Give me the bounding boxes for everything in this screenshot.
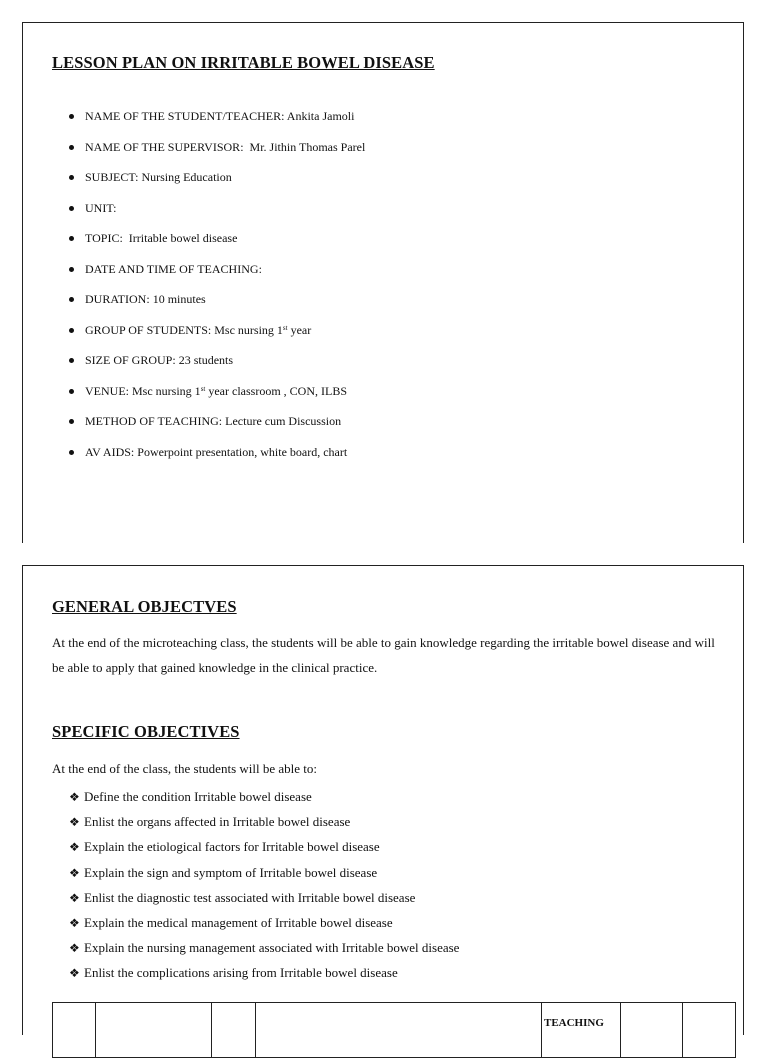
table-cell bbox=[256, 1003, 542, 1058]
detail-item: NAME OF THE STUDENT/TEACHER: Ankita Jamoli bbox=[69, 109, 365, 140]
objective-item bbox=[69, 814, 459, 839]
table-header-teaching: TEACHING bbox=[542, 1003, 621, 1058]
objective-item bbox=[69, 789, 459, 814]
detail-label: VENUE bbox=[85, 383, 126, 398]
objective-text: Explain the sign and symptom of Irritable bowel disease bbox=[84, 864, 378, 880]
detail-value: year classroom , CON, ILBS bbox=[205, 383, 348, 398]
detail-item: SUBJECT: Nursing Education bbox=[69, 170, 365, 201]
objective-item bbox=[69, 839, 459, 864]
detail-value: Lecture cum Discussion bbox=[225, 414, 342, 428]
detail-item: SIZE OF GROUP: 23 students bbox=[69, 353, 365, 384]
objective-text: Explain the etiological factors for Irritable bowel disease bbox=[84, 839, 380, 855]
objective-text: Enlist the complications arising from Irritable bowel disease bbox=[84, 965, 398, 981]
diamond-bullet-icon: ❖ bbox=[69, 815, 80, 830]
table-cell bbox=[96, 1003, 212, 1058]
detail-label: DATE AND TIME OF TEACHING bbox=[85, 261, 259, 276]
detail-value: Mr. Jithin Thomas Parel bbox=[249, 139, 366, 154]
detail-label: NAME OF THE SUPERVISOR bbox=[85, 139, 241, 154]
detail-label: TOPIC bbox=[85, 231, 120, 245]
objective-item bbox=[69, 865, 459, 890]
lesson-details-list bbox=[69, 109, 365, 475]
detail-value: Powerpoint presentation, white board, chart bbox=[137, 444, 348, 459]
diamond-bullet-icon: ❖ bbox=[69, 865, 80, 880]
table-cell bbox=[683, 1003, 736, 1058]
detail-item: AV AIDS: Powerpoint presentation, white board, chart bbox=[69, 445, 365, 476]
objective-text: Enlist the organs affected in Irritable bowel disease bbox=[84, 814, 351, 830]
diamond-bullet-icon: ❖ bbox=[69, 941, 80, 956]
objective-text: Enlist the diagnostic test associated with Irritable bowel disease bbox=[84, 889, 416, 905]
objective-item bbox=[69, 915, 459, 940]
detail-item: GROUP OF STUDENTS: Msc nursing 1st year bbox=[69, 323, 365, 354]
table-cell bbox=[621, 1003, 683, 1058]
detail-item: TOPIC: Irritable bowel disease bbox=[69, 231, 365, 262]
table-cell bbox=[53, 1003, 96, 1058]
superscript: st bbox=[282, 323, 288, 332]
general-objectives-text: At the end of the microteaching class, the students will be able to gain knowledge regarding the irritable bowel disease and will be able to apply that gained knowledge in the clinical practice. bbox=[52, 635, 715, 675]
objective-text: Explain the medical management of Irritable bowel disease bbox=[84, 914, 393, 930]
page-2 bbox=[22, 565, 744, 1035]
detail-value: Nursing Education bbox=[141, 170, 232, 184]
diamond-bullet-icon: ❖ bbox=[69, 890, 80, 905]
specific-objectives-list bbox=[69, 789, 459, 991]
detail-item: NAME OF THE SUPERVISOR: Mr. Jithin Thomas Parel bbox=[69, 140, 365, 171]
objective-item bbox=[69, 965, 459, 990]
superscript: st bbox=[200, 384, 206, 393]
detail-label: GROUP OF STUDENTS bbox=[85, 322, 208, 337]
table-cell bbox=[212, 1003, 256, 1058]
detail-label: SUBJECT bbox=[85, 170, 136, 184]
detail-value: Msc nursing 1 bbox=[214, 322, 283, 337]
page-gap bbox=[0, 543, 768, 565]
detail-label: METHOD OF TEACHING bbox=[85, 414, 219, 428]
detail-item: UNIT: bbox=[69, 201, 365, 232]
specific-objectives-intro: At the end of the class, the students will be able to: bbox=[52, 761, 317, 776]
page-1 bbox=[22, 22, 744, 562]
objective-item bbox=[69, 890, 459, 915]
lesson-table bbox=[52, 1002, 736, 1058]
objective-item bbox=[69, 940, 459, 965]
detail-item: METHOD OF TEACHING: Lecture cum Discussion bbox=[69, 414, 365, 445]
detail-item: DURATION: 10 minutes bbox=[69, 292, 365, 323]
diamond-bullet-icon: ❖ bbox=[69, 915, 80, 930]
detail-label: AV AIDS bbox=[85, 444, 131, 459]
detail-label: SIZE OF GROUP bbox=[85, 353, 173, 367]
detail-item: VENUE: Msc nursing 1st year classroom , CON, ILBS bbox=[69, 384, 365, 415]
detail-value: Irritable bowel disease bbox=[128, 231, 238, 245]
table-header-row bbox=[53, 1003, 736, 1058]
detail-value: Msc nursing 1 bbox=[132, 383, 201, 398]
detail-value: 23 students bbox=[178, 353, 234, 367]
lesson-plan-title: LESSON PLAN ON IRRITABLE BOWEL DISEASE bbox=[52, 53, 435, 72]
general-objectives-title: GENERAL OBJECTVES bbox=[52, 597, 237, 616]
diamond-bullet-icon: ❖ bbox=[69, 840, 80, 855]
diamond-bullet-icon: ❖ bbox=[69, 966, 80, 981]
diamond-bullet-icon: ❖ bbox=[69, 790, 80, 804]
detail-value: 10 minutes bbox=[152, 292, 206, 306]
specific-objectives-title: SPECIFIC OBJECTIVES bbox=[52, 722, 240, 741]
detail-value: Ankita Jamoli bbox=[286, 109, 355, 123]
objective-text: Define the condition Irritable bowel disease bbox=[84, 789, 312, 804]
objective-text: Explain the nursing management associated with Irritable bowel disease bbox=[84, 940, 460, 956]
detail-value: year bbox=[287, 322, 312, 337]
detail-label: DURATION bbox=[85, 292, 147, 306]
detail-label: UNIT bbox=[85, 200, 114, 215]
detail-label: NAME OF THE STUDENT/TEACHER bbox=[85, 109, 282, 123]
detail-item: DATE AND TIME OF TEACHING: bbox=[69, 262, 365, 293]
